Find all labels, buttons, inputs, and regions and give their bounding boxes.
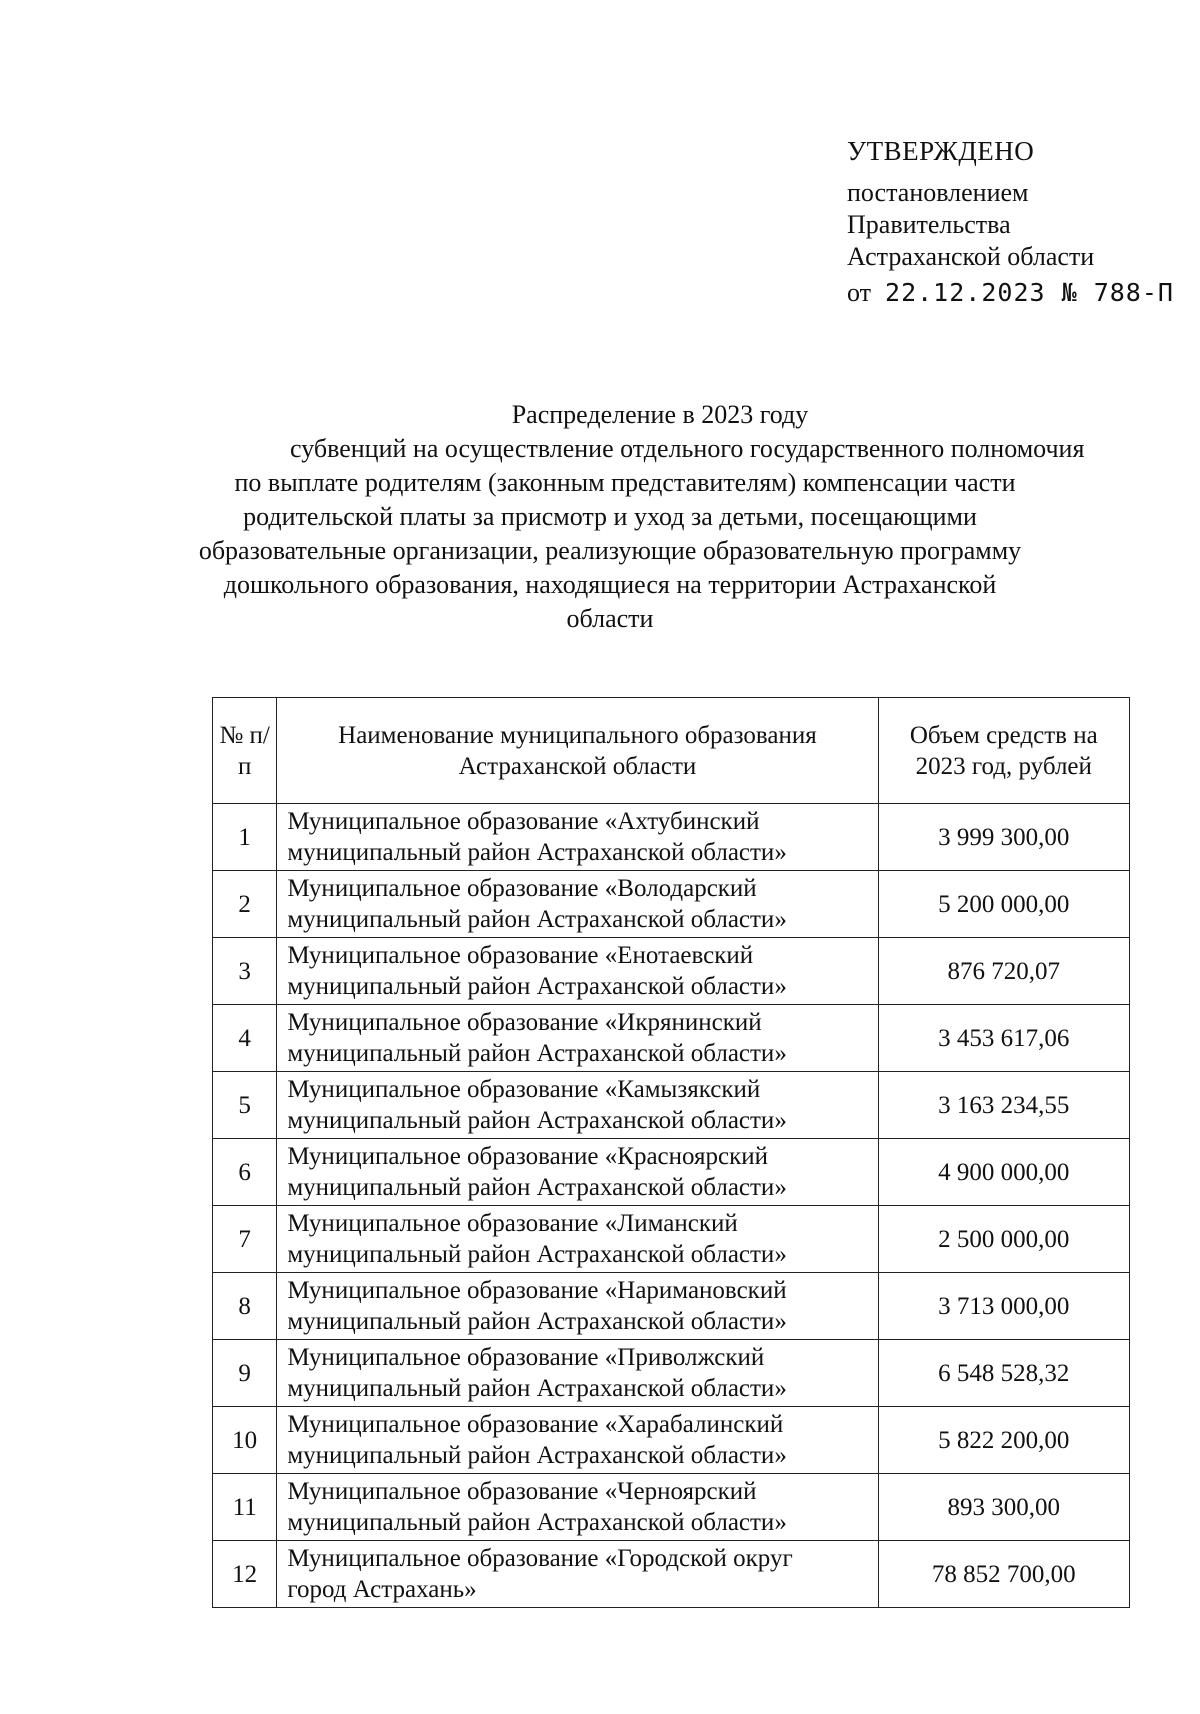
row-amount: 6 548 528,32 — [878, 1340, 1129, 1407]
row-num: 5 — [213, 1072, 277, 1139]
row-name-line-1: Муниципальное образование «Володарский — [287, 875, 757, 902]
row-name-line-2: муниципальный район Астраханской области» — [287, 906, 787, 933]
row-num: 3 — [213, 938, 277, 1005]
approval-line-3: Астраханской области — [847, 242, 1095, 271]
header-amount: Объем средств на 2023 год, рублей — [878, 698, 1129, 804]
table-row — [213, 1407, 1130, 1474]
row-name-line-2: город Астрахань» — [287, 1576, 477, 1603]
distribution-table — [212, 697, 1130, 1608]
row-amount: 4 900 000,00 — [878, 1139, 1129, 1206]
row-amount: 3 163 234,55 — [878, 1072, 1129, 1139]
row-name — [277, 1139, 878, 1206]
table-row — [213, 1340, 1130, 1407]
row-amount: 3 999 300,00 — [878, 804, 1129, 871]
table-row — [213, 1474, 1130, 1541]
row-name-line-1: Муниципальное образование «Ахтубинский — [287, 808, 760, 835]
row-name-line-1: Муниципальное образование «Харабалинский — [287, 1411, 784, 1438]
row-amount: 876 720,07 — [878, 938, 1129, 1005]
row-amount: 3 713 000,00 — [878, 1273, 1129, 1340]
row-name-line-1: Муниципальное образование «Камызякский — [287, 1076, 761, 1103]
row-name-line-2: муниципальный район Астраханской области» — [287, 1509, 787, 1536]
approval-block — [847, 135, 1177, 309]
row-num: 11 — [213, 1474, 277, 1541]
row-name — [277, 1273, 878, 1340]
table-row — [213, 1005, 1130, 1072]
title-line-4: родительской платы за присмотр и уход за детьми, посещающими — [243, 502, 977, 531]
row-num: 8 — [213, 1273, 277, 1340]
row-name-line-2: муниципальный район Астраханской области» — [287, 1241, 787, 1268]
row-num: 4 — [213, 1005, 277, 1072]
row-amount: 5 822 200,00 — [878, 1407, 1129, 1474]
row-amount: 893 300,00 — [878, 1474, 1129, 1541]
row-name-line-2: муниципальный район Астраханской области» — [287, 1375, 787, 1402]
row-num: 7 — [213, 1206, 277, 1273]
title-line-6: дошкольного образования, находящиеся на территории Астраханской — [223, 570, 997, 599]
table-header-row — [213, 698, 1130, 804]
row-name — [277, 1474, 878, 1541]
approval-date-value: 22.12.2023 № 788-П — [885, 278, 1174, 307]
row-name — [277, 1541, 878, 1608]
row-amount: 2 500 000,00 — [878, 1206, 1129, 1273]
row-num: 1 — [213, 804, 277, 871]
row-name — [277, 1340, 878, 1407]
row-name-line-1: Муниципальное образование «Енотаевский — [287, 942, 754, 969]
row-name — [277, 1072, 878, 1139]
row-num: 10 — [213, 1407, 277, 1474]
row-name — [277, 804, 878, 871]
header-name: Наименование муниципального образования Астраханской области — [277, 698, 878, 804]
row-name-line-1: Муниципальное образование «Приволжский — [287, 1344, 765, 1371]
row-name — [277, 1206, 878, 1273]
row-name-line-2: муниципальный район Астраханской области» — [287, 1308, 787, 1335]
row-name-line-2: муниципальный район Астраханской области» — [287, 839, 787, 866]
table-row — [213, 804, 1130, 871]
title-line-3: по выплате родителям (законным представителям) компенсации части — [234, 468, 1016, 497]
row-name-line-1: Муниципальное образование «Лиманский — [287, 1210, 738, 1237]
row-name — [277, 938, 878, 1005]
row-name-line-1: Муниципальное образование «Черноярский — [287, 1478, 757, 1505]
document-title — [160, 398, 1085, 636]
row-amount: 78 852 700,00 — [878, 1541, 1129, 1608]
row-num: 9 — [213, 1340, 277, 1407]
approval-line-1: постановлением — [847, 178, 1029, 207]
approval-stamp: УТВЕРЖДЕНО — [847, 136, 1035, 166]
row-name — [277, 1407, 878, 1474]
row-amount: 3 453 617,06 — [878, 1005, 1129, 1072]
table-row — [213, 1541, 1130, 1608]
row-amount: 5 200 000,00 — [878, 871, 1129, 938]
row-name — [277, 1005, 878, 1072]
table-row — [213, 1206, 1130, 1273]
table-row — [213, 1072, 1130, 1139]
header-num: № п/п — [213, 698, 277, 804]
row-name-line-2: муниципальный район Астраханской области» — [287, 1040, 787, 1067]
row-name-line-1: Муниципальное образование «Городской округ — [287, 1545, 793, 1572]
table-row — [213, 871, 1130, 938]
title-line-2: субвенций на осуществление отдельного государственного полномочия — [290, 434, 1085, 463]
table-row — [213, 938, 1130, 1005]
row-name-line-2: муниципальный район Астраханской области» — [287, 1442, 787, 1469]
row-num: 12 — [213, 1541, 277, 1608]
row-num: 6 — [213, 1139, 277, 1206]
table-row — [213, 1273, 1130, 1340]
row-name-line-1: Муниципальное образование «Икрянинский — [287, 1009, 762, 1036]
approval-date-line — [847, 277, 1177, 309]
approval-line-2: Правительства — [847, 210, 1011, 239]
row-num: 2 — [213, 871, 277, 938]
table-row — [213, 1139, 1130, 1206]
approval-date-prefix: от — [847, 278, 872, 307]
title-line-1: Распределение в 2023 году — [511, 400, 809, 429]
row-name-line-2: муниципальный район Астраханской области» — [287, 973, 787, 1000]
row-name-line-1: Муниципальное образование «Наримановский — [287, 1277, 787, 1304]
row-name-line-2: муниципальный район Астраханской области» — [287, 1107, 787, 1134]
title-line-7: области — [566, 604, 654, 633]
row-name — [277, 871, 878, 938]
row-name-line-2: муниципальный район Астраханской области» — [287, 1174, 787, 1201]
title-line-5: образовательные организации, реализующие образовательную программу — [198, 536, 1022, 565]
row-name-line-1: Муниципальное образование «Красноярский — [287, 1143, 769, 1170]
